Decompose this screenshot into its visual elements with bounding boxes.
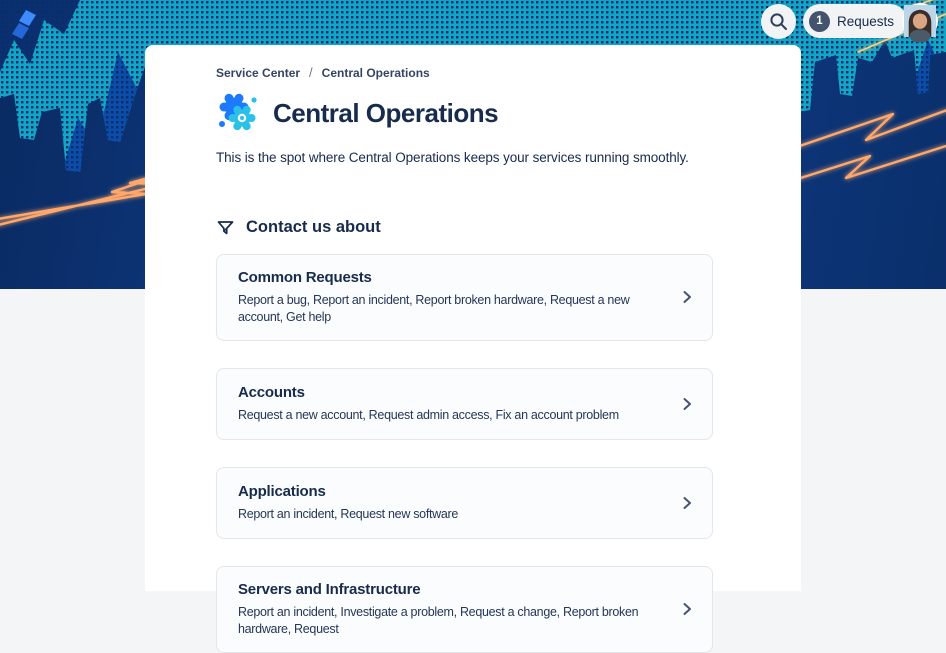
topic-card-list xyxy=(216,254,713,653)
topic-card-text xyxy=(238,269,666,326)
project-icon xyxy=(216,91,260,135)
gears-icon xyxy=(216,91,260,135)
topic-card-text xyxy=(238,384,666,424)
breadcrumb-service-center[interactable]: Service Center xyxy=(216,65,301,80)
chevron-right-icon xyxy=(678,600,696,618)
topic-card[interactable] xyxy=(216,368,713,440)
filter-icon xyxy=(216,218,235,237)
chevron-right-icon xyxy=(678,494,696,512)
logo-icon[interactable] xyxy=(9,7,39,41)
breadcrumb xyxy=(216,65,713,80)
logo-glyph xyxy=(9,7,39,41)
topic-card-description: Request a new account, Request admin access, Fix an account problem xyxy=(238,407,619,422)
breadcrumb-separator: / xyxy=(309,65,313,80)
topic-card-title: Applications xyxy=(238,482,326,500)
funnel-glyph xyxy=(216,218,235,237)
topic-card-description: Report an incident, Investigate a problem, Request a change, Report broken hardware, Request xyxy=(238,604,639,636)
user-avatar[interactable] xyxy=(902,3,938,39)
page-title: Central Operations xyxy=(273,97,499,128)
topic-card[interactable] xyxy=(216,467,713,539)
topic-card[interactable] xyxy=(216,566,713,653)
portal-content xyxy=(216,45,713,653)
portal-card xyxy=(145,45,801,636)
requests-button[interactable] xyxy=(803,4,907,38)
requests-label: Requests xyxy=(837,13,895,29)
topic-card-text xyxy=(238,581,666,638)
requests-count-badge: 1 xyxy=(809,11,830,32)
topic-card[interactable] xyxy=(216,254,713,341)
topic-card-description: Report a bug, Report an incident, Report broken hardware, Request a new account, Get help xyxy=(238,293,630,324)
chevron-right-icon xyxy=(678,395,696,413)
chevron-right-icon xyxy=(678,288,696,306)
avatar-photo xyxy=(904,5,936,37)
search-icon xyxy=(769,12,788,31)
topic-card-title: Accounts xyxy=(238,383,305,401)
title-row xyxy=(216,91,713,135)
topic-card-description: Report an incident, Request new software xyxy=(238,506,459,521)
section-heading: Contact us about xyxy=(246,218,381,236)
topic-card-title: Common Requests xyxy=(238,269,372,286)
page-description: This is the spot where Central Operations keeps your services running smoothly. xyxy=(216,150,689,165)
topic-card-title: Servers and Infrastructure xyxy=(238,580,421,598)
topic-card-text xyxy=(238,483,666,523)
contact-section-header xyxy=(216,218,713,237)
breadcrumb-current-page: Central Operations xyxy=(321,65,430,80)
search-button[interactable] xyxy=(761,4,796,39)
